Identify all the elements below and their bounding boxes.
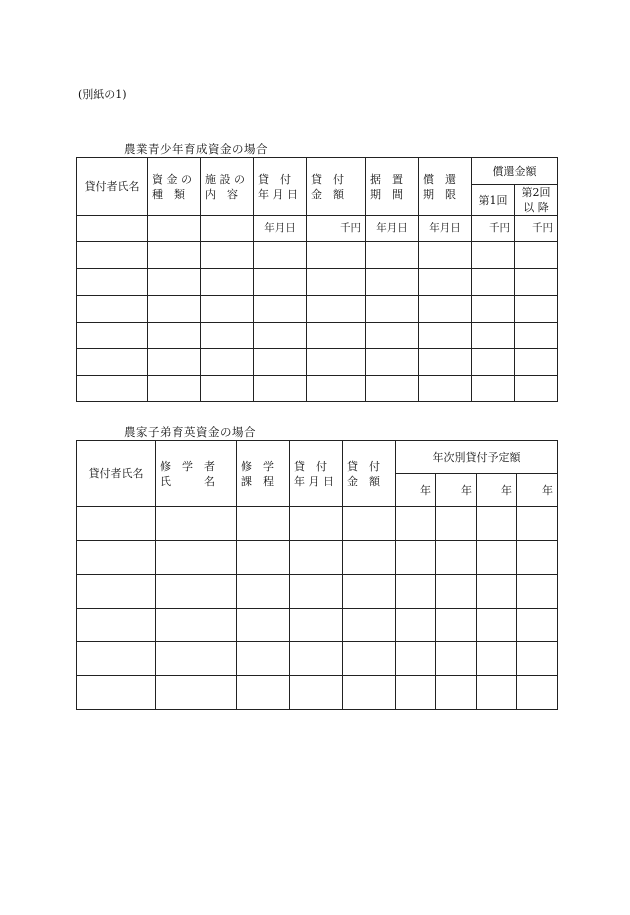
header-grace-line1: 据 置 [370, 172, 403, 186]
header-loan-amount-line2: 金 額 [347, 474, 380, 488]
scholarship-fund-table [76, 440, 558, 710]
header-course [237, 441, 290, 507]
header-second-line1: 第2回 [521, 186, 551, 199]
table-row [77, 349, 558, 376]
header-year-2: 年 [436, 474, 477, 507]
header-loan-amount [307, 158, 366, 216]
table-row [77, 376, 558, 402]
header-fund-type-line1: 資 金 の [152, 172, 192, 186]
unit-loan-date: 年月日 [254, 216, 307, 242]
header-first-repayment: 第1回 [472, 185, 515, 216]
table-row [77, 541, 558, 575]
header-student-line1: 修 学 者 [160, 459, 215, 473]
unit-redeem: 年月日 [419, 216, 472, 242]
header-second-line2: 以 降 [523, 201, 549, 214]
header-redeem-line1: 償 還 [423, 172, 456, 186]
table-row [77, 609, 558, 642]
header-year-1: 年 [396, 474, 436, 507]
header-borrower-name: 貸付者氏名 [77, 158, 148, 216]
header-grace-period [366, 158, 419, 216]
table-row [77, 676, 558, 710]
youth-fund-table [76, 157, 558, 402]
header-year-3: 年 [477, 474, 517, 507]
table-cell [148, 216, 201, 242]
header-loan-amount [343, 441, 396, 507]
header-grace-line2: 期 間 [370, 187, 403, 201]
header-redeem-line2: 期 限 [423, 187, 456, 201]
header-redeem-deadline [419, 158, 472, 216]
header-student-line2: 氏 名 [160, 474, 215, 488]
header-loan-date-line2: 年 月 日 [294, 474, 334, 488]
unit-grace: 年月日 [366, 216, 419, 242]
unit-loan-amount: 千円 [307, 216, 366, 242]
header-loan-amount-line2: 金 額 [311, 187, 344, 201]
table2-caption: 農家子弟育英資金の場合 [124, 425, 256, 439]
header-loan-date-line2: 年 月 日 [258, 187, 298, 201]
header-course-line1: 修 学 [241, 459, 274, 473]
header-fund-type [148, 158, 201, 216]
header-loan-date [254, 158, 307, 216]
header-loan-date [290, 441, 343, 507]
table-cell [201, 216, 254, 242]
table-row [77, 642, 558, 676]
header-facility [201, 158, 254, 216]
header-year-4: 年 [517, 474, 558, 507]
header-fund-type-line2: 種 類 [152, 187, 185, 201]
table-row [77, 269, 558, 296]
header-facility-line1: 施 設 の [205, 172, 245, 186]
attachment-label: (別紙の1) [78, 88, 127, 101]
units-row [77, 216, 558, 242]
header-facility-line2: 内 容 [205, 187, 238, 201]
header-borrower-name: 貸付者氏名 [77, 441, 156, 507]
header-repayment-amount: 償還金額 [472, 158, 558, 185]
header-loan-amount-line1: 貸 付 [311, 172, 344, 186]
table-cell [77, 216, 148, 242]
header-annual-plan: 年次別貸付予定額 [396, 441, 558, 474]
table1-caption: 農業青少年育成資金の場合 [124, 142, 268, 156]
header-loan-date-line1: 貸 付 [294, 459, 327, 473]
table-row [77, 507, 558, 541]
table-row [77, 323, 558, 349]
header-loan-date-line1: 貸 付 [258, 172, 291, 186]
table-row [77, 242, 558, 269]
header-second-repayment [515, 185, 558, 216]
header-course-line2: 課 程 [241, 474, 274, 488]
unit-second: 千円 [515, 216, 558, 242]
table-row [77, 296, 558, 323]
header-loan-amount-line1: 貸 付 [347, 459, 380, 473]
unit-first: 千円 [472, 216, 515, 242]
header-student-name [156, 441, 237, 507]
table-row [77, 575, 558, 609]
